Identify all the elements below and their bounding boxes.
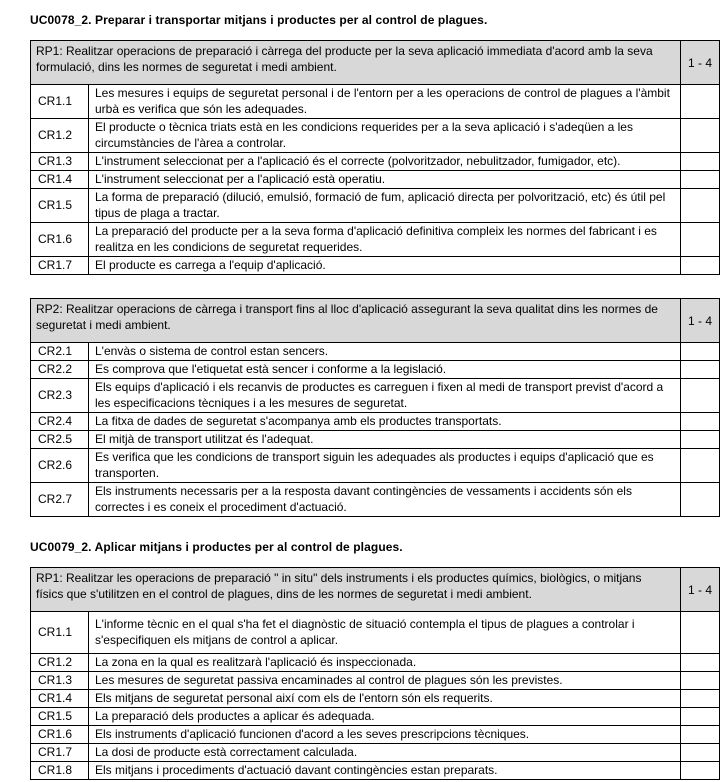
criteria-text: El mitjà de transport utilitzat és l'adequat. — [89, 431, 681, 449]
criteria-text: Els instruments d'aplicació funcionen d'acord a les seves prescripcions tècniques. — [89, 726, 681, 744]
rating-scale: 1 - 4 — [681, 41, 720, 85]
criteria-code: CR1.7 — [31, 744, 89, 762]
criteria-code: CR1.1 — [31, 612, 89, 654]
criteria-code: CR1.3 — [31, 672, 89, 690]
criteria-score-cell — [681, 379, 720, 413]
criteria-text: Es comprova que l'etiquetat està sencer i conforme a la legislació. — [89, 361, 681, 379]
criteria-text: La preparació del producte per a la seva forma d'aplicació definitiva compleix les normes del fabricant i es realitza en les condicions de seguretat requerides. — [89, 223, 681, 257]
criteria-row — [31, 171, 720, 189]
criteria-row — [31, 654, 720, 672]
criteria-code: CR1.7 — [31, 257, 89, 275]
rp-statement: RP1: Realitzar les operacions de preparació " in situ" dels instruments i els productes químics, biològics, o mitjans físics que s'utilitzen en el control de plagues, dins de les normes de seguretat i medi ambient. — [31, 568, 681, 612]
criteria-code: CR1.6 — [31, 726, 89, 744]
criteria-score-cell — [681, 431, 720, 449]
criteria-text: Els equips d'aplicació i els recanvis de productes es carreguen i fixen al medi de transport previst d'acord a les especificacions tècniques i a les mesures de seguretat. — [89, 379, 681, 413]
rating-scale: 1 - 4 — [681, 299, 720, 343]
rp2-table-uc0078 — [30, 298, 720, 517]
rp-statement: RP1: Realitzar operacions de preparació i càrrega del producte per la seva aplicació immediata d'acord amb la seva formulació, dins les normes de seguretat i medi ambient. — [31, 41, 681, 85]
criteria-text: Es verifica que les condicions de transport siguin les adequades als productes i equips d'aplicació que es transporten. — [89, 449, 681, 483]
criteria-row — [31, 361, 720, 379]
criteria-score-cell — [681, 762, 720, 780]
criteria-code: CR1.5 — [31, 189, 89, 223]
criteria-code: CR2.2 — [31, 361, 89, 379]
criteria-score-cell — [681, 690, 720, 708]
criteria-score-cell — [681, 189, 720, 223]
criteria-score-cell — [681, 153, 720, 171]
criteria-code: CR2.5 — [31, 431, 89, 449]
criteria-text: El producte o tècnica triats està en les condicions requerides per a la seva aplicació i s'adeqüen a les circumstàncies de l'àrea a controlar. — [89, 119, 681, 153]
criteria-row — [31, 690, 720, 708]
criteria-rows — [31, 85, 720, 275]
criteria-row — [31, 223, 720, 257]
criteria-score-cell — [681, 449, 720, 483]
criteria-code: CR1.4 — [31, 690, 89, 708]
rp1-table-uc0078 — [30, 40, 720, 275]
rating-scale: 1 - 4 — [681, 568, 720, 612]
criteria-row — [31, 612, 720, 654]
criteria-text: La forma de preparació (dilució, emulsió, formació de fum, aplicació directa per polvorització, etc) és útil pel tipus de plaga a tractar. — [89, 189, 681, 223]
criteria-row — [31, 744, 720, 762]
criteria-text: La zona en la qual es realitzarà l'aplicació és inspeccionada. — [89, 654, 681, 672]
criteria-row — [31, 708, 720, 726]
criteria-row — [31, 672, 720, 690]
section-uc0078 — [30, 13, 719, 517]
section-uc0079 — [30, 540, 719, 780]
criteria-code: CR2.6 — [31, 449, 89, 483]
rp-statement: RP2: Realitzar operacions de càrrega i transport fins al lloc d'aplicació assegurant la seva qualitat dins les normes de seguretat i medi ambient. — [31, 299, 681, 343]
unit-title-uc0079: UC0079_2. Aplicar mitjans i productes per al control de plagues. — [30, 540, 403, 554]
document-page — [30, 13, 719, 780]
criteria-score-cell — [681, 171, 720, 189]
criteria-score-cell — [681, 726, 720, 744]
criteria-row — [31, 449, 720, 483]
criteria-row — [31, 343, 720, 361]
criteria-row — [31, 153, 720, 171]
criteria-row — [31, 189, 720, 223]
criteria-code: CR2.1 — [31, 343, 89, 361]
criteria-code: CR1.1 — [31, 85, 89, 119]
rp-header-row — [31, 299, 720, 343]
criteria-text: Els mitjans i procediments d'actuació davant contingències estan preparats. — [89, 762, 681, 780]
criteria-row — [31, 483, 720, 517]
criteria-row — [31, 379, 720, 413]
criteria-text: Els instruments necessaris per a la resposta davant contingències de vessaments i accidents són els correctes i es coneix el procediment d'actuació. — [89, 483, 681, 517]
criteria-score-cell — [681, 744, 720, 762]
criteria-score-cell — [681, 361, 720, 379]
criteria-row — [31, 726, 720, 744]
criteria-text: El producte es carrega a l'equip d'aplicació. — [89, 257, 681, 275]
criteria-text: La dosi de producte està correctament calculada. — [89, 744, 681, 762]
rp-header-row — [31, 41, 720, 85]
criteria-score-cell — [681, 119, 720, 153]
criteria-score-cell — [681, 223, 720, 257]
rp1-table-uc0079 — [30, 567, 720, 780]
criteria-row — [31, 431, 720, 449]
criteria-score-cell — [681, 413, 720, 431]
criteria-code: CR1.3 — [31, 153, 89, 171]
criteria-code: CR2.3 — [31, 379, 89, 413]
criteria-text: L'instrument seleccionat per a l'aplicació està operatiu. — [89, 171, 681, 189]
criteria-code: CR1.8 — [31, 762, 89, 780]
criteria-code: CR2.4 — [31, 413, 89, 431]
criteria-row — [31, 413, 720, 431]
criteria-code: CR1.4 — [31, 171, 89, 189]
criteria-score-cell — [681, 708, 720, 726]
criteria-row — [31, 762, 720, 780]
rp-header-row — [31, 568, 720, 612]
criteria-row — [31, 119, 720, 153]
unit-title-uc0078: UC0078_2. Preparar i transportar mitjans i productes per al control de plagues. — [30, 13, 488, 27]
criteria-rows — [31, 612, 720, 780]
criteria-row — [31, 257, 720, 275]
criteria-score-cell — [681, 672, 720, 690]
criteria-score-cell — [681, 85, 720, 119]
criteria-text: Les mesures i equips de seguretat personal i de l'entorn per a les operacions de control de plagues a l'àmbit urbà es verifica que són les adequades. — [89, 85, 681, 119]
criteria-score-cell — [681, 257, 720, 275]
criteria-text: La preparació dels productes a aplicar és adequada. — [89, 708, 681, 726]
criteria-code: CR1.5 — [31, 708, 89, 726]
criteria-code: CR1.2 — [31, 119, 89, 153]
criteria-text: La fitxa de dades de seguretat s'acompanya amb els productes transportats. — [89, 413, 681, 431]
criteria-text: L'instrument seleccionat per a l'aplicació és el correcte (polvoritzador, nebulitzador, fumigador, etc). — [89, 153, 681, 171]
criteria-text: L'envàs o sistema de control estan sencers. — [89, 343, 681, 361]
criteria-text: Les mesures de seguretat passiva encaminades al control de plagues són les previstes. — [89, 672, 681, 690]
criteria-code: CR1.2 — [31, 654, 89, 672]
criteria-score-cell — [681, 343, 720, 361]
criteria-score-cell — [681, 483, 720, 517]
criteria-text: Els mitjans de seguretat personal així com els de l'entorn són els requerits. — [89, 690, 681, 708]
criteria-score-cell — [681, 654, 720, 672]
criteria-code: CR1.6 — [31, 223, 89, 257]
criteria-row — [31, 85, 720, 119]
criteria-text: L'informe tècnic en el qual s'ha fet el diagnòstic de situació contempla el tipus de plagues a controlar i s'especifiquen els mitjans de control a aplicar. — [89, 612, 681, 654]
criteria-code: CR2.7 — [31, 483, 89, 517]
criteria-score-cell — [681, 612, 720, 654]
criteria-rows — [31, 343, 720, 517]
